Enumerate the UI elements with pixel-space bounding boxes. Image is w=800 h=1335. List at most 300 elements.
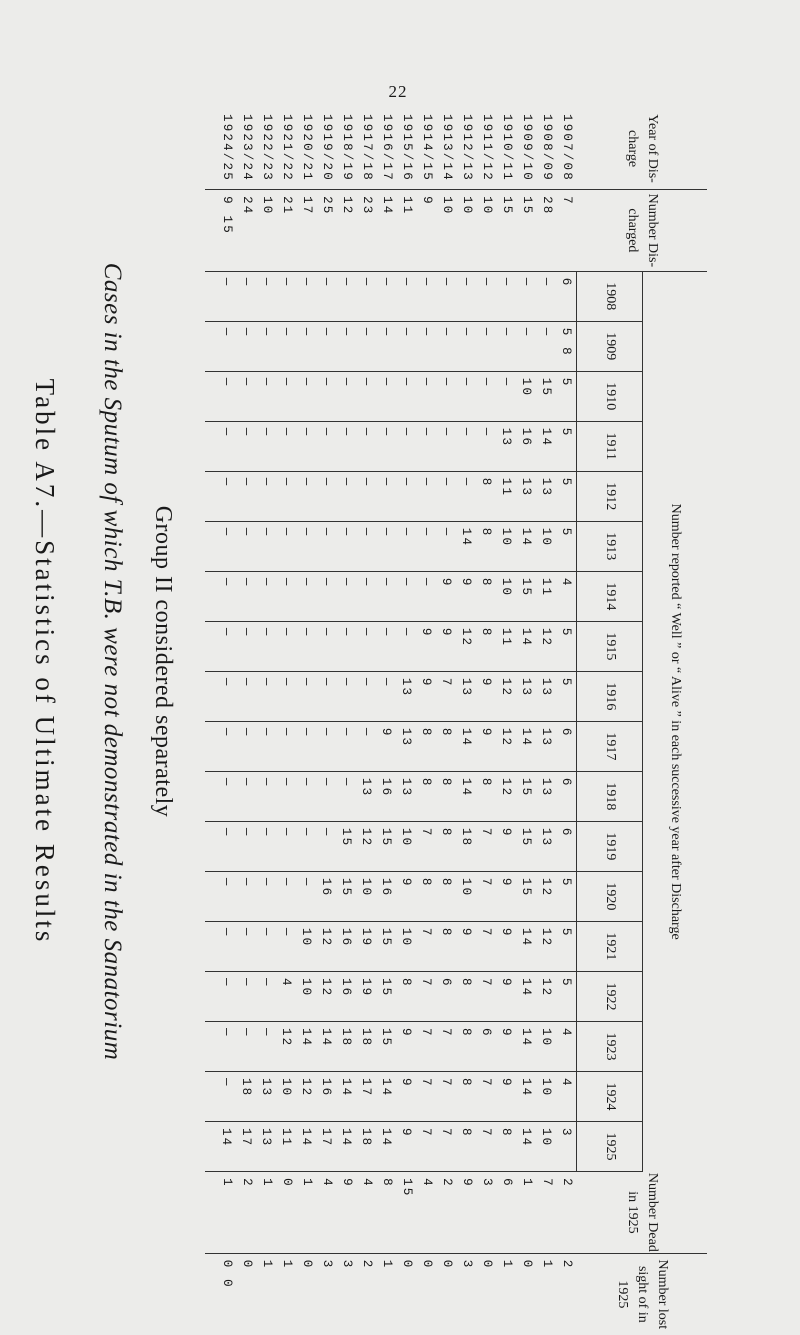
header-discharged: Number Dis-charged [577, 190, 707, 272]
table-cell: 6 [479, 1027, 494, 1038]
table-cell: 8 [479, 627, 494, 638]
table-cell: — [299, 827, 314, 838]
table-cell: 7 [419, 1027, 434, 1038]
table-cell: 19 [359, 977, 374, 998]
table-cell: 16 [319, 1077, 334, 1098]
table-cell: 1924/25 [220, 114, 234, 182]
table-cell: — [399, 427, 414, 438]
table-cell: 8 [479, 577, 494, 588]
table-cell: — [319, 827, 334, 838]
table-cell: — [299, 627, 314, 638]
table-cell: — [419, 377, 434, 388]
table-cell: — [439, 377, 454, 388]
table-cell: 19 [359, 927, 374, 948]
table-cell: 8 [419, 877, 434, 888]
table-cell: 7 [479, 877, 494, 888]
table-cell: 2 [240, 1178, 254, 1188]
table-cell: 1 [540, 1259, 554, 1270]
table-cell: 13 [519, 477, 534, 498]
table-cell: 14 [380, 196, 394, 216]
year-header-1911: 1911 [577, 421, 643, 471]
table-cell: 0 [400, 1259, 414, 1270]
table-cell: — [239, 377, 254, 388]
table-cell: 1919/20 [320, 114, 334, 182]
table-cell: 12 [340, 196, 354, 216]
table-cell: — [279, 277, 294, 288]
table-cell: 0 [280, 1178, 294, 1188]
table-cell: — [239, 1027, 254, 1038]
column-year-1919 [205, 821, 577, 871]
table-cell: — [459, 327, 474, 338]
table-cell: 7 [419, 977, 434, 988]
table-cell: 14 [519, 1127, 534, 1148]
table-cell: 12 [459, 627, 474, 648]
table-cell: 18 [239, 1077, 254, 1098]
table-cell: 7 [439, 1127, 454, 1138]
table-cell: 7 [479, 977, 494, 988]
table-cell: — [219, 677, 234, 688]
table-cell: — [239, 627, 254, 638]
table-cell: 2 [360, 1259, 374, 1270]
table-cell: 13 [539, 477, 554, 498]
table-cell: 15 [500, 196, 514, 216]
table-cell: — [219, 877, 234, 888]
header-lost: Number lost sight of in 1925 [615, 1259, 670, 1330]
table-cell: — [219, 327, 234, 338]
table-cell: 15 [339, 877, 354, 898]
table-cell: 8 [439, 727, 454, 738]
table-cell: — [279, 527, 294, 538]
year-header-1912: 1912 [577, 471, 643, 521]
header-span: Number reported “ Well ” or “ Alive ” in each successive year after Discharge [643, 271, 707, 1171]
table-cell: — [239, 577, 254, 588]
column-year-1924 [205, 1071, 577, 1121]
year-header-1925: 1925 [577, 1121, 643, 1171]
table-cell: 13 [539, 777, 554, 798]
table-cell: 12 [299, 1077, 314, 1098]
table-cell: 15 [539, 377, 554, 398]
table-cell: 14 [459, 777, 474, 798]
table-cell: 5 [559, 477, 574, 488]
table-cell: 8 [479, 777, 494, 788]
year-header-1910: 1910 [577, 371, 643, 421]
table-cell: — [239, 277, 254, 288]
table-cell: 16 [379, 877, 394, 898]
table-cell: 14 [519, 977, 534, 998]
table-cell: 1922/23 [260, 114, 274, 182]
table-cell: 14 [339, 1127, 354, 1148]
table-cell: 13 [399, 727, 414, 748]
table-cell: 13 [459, 677, 474, 698]
table-cell: 8 [419, 777, 434, 788]
table-cell: — [379, 627, 394, 638]
table-cell: — [239, 427, 254, 438]
table-cell: — [239, 827, 254, 838]
table-cell: — [239, 677, 254, 688]
table-cell: — [219, 727, 234, 738]
table-cell: 11 [499, 627, 514, 648]
table-cell: — [219, 277, 234, 288]
table-cell: 1915/16 [400, 114, 414, 182]
table-cell: 13 [259, 1127, 274, 1148]
table-cell: 1 [500, 1259, 514, 1270]
table-cell: 4 [279, 977, 294, 988]
table-body [205, 108, 577, 1335]
table-cell: 13 [499, 427, 514, 448]
table-cell: — [239, 777, 254, 788]
table-cell: 13 [399, 777, 414, 798]
table-cell: — [219, 977, 234, 988]
table-cell: — [299, 777, 314, 788]
table-cell: — [239, 527, 254, 538]
table-cell: 15 [519, 827, 534, 848]
table-title: Table A7.—Statistics of Ultimate Results [30, 378, 60, 945]
table-cell: 1911/12 [480, 114, 494, 182]
table-cell: — [239, 927, 254, 938]
table-cell: 8 [439, 827, 454, 838]
table-cell: 12 [499, 677, 514, 698]
table-cell: 9 [399, 1027, 414, 1038]
table-cell: 7 [479, 1077, 494, 1088]
table-cell: 5 [559, 427, 574, 438]
table-cell: 7 [479, 1127, 494, 1138]
table-cell: — [239, 977, 254, 988]
table-cell: — [379, 377, 394, 388]
table-cell: 5 [559, 677, 574, 688]
table-cell: 8 [479, 527, 494, 538]
table-cell: 14 [519, 1077, 534, 1098]
table-cell: — [259, 1027, 274, 1038]
table-cell: — [219, 427, 234, 438]
table-cell: 8 [439, 877, 454, 888]
table-cell: 5 8 [559, 327, 574, 357]
column-year-1908 [205, 271, 577, 321]
table-cell: 4 [320, 1178, 334, 1188]
table-cell: — [319, 677, 334, 688]
table-cell: — [479, 327, 494, 338]
column-year-1916 [205, 671, 577, 721]
table-cell: 1921/22 [280, 114, 294, 182]
table-cell: — [219, 377, 234, 388]
year-header-1921: 1921 [577, 921, 643, 971]
column-dead [205, 1172, 577, 1254]
table-cell: 4 [559, 1077, 574, 1088]
table-cell: 0 0 [220, 1259, 234, 1289]
table-cell: — [259, 577, 274, 588]
table-cell: 15 [519, 777, 534, 798]
table-cell: 9 [340, 1178, 354, 1188]
table-cell: 14 [319, 1027, 334, 1048]
table-cell: 14 [519, 927, 534, 948]
table-cell: — [379, 677, 394, 688]
table-cell: 6 [500, 1178, 514, 1188]
table-cell: — [379, 477, 394, 488]
table-cell: 8 [439, 777, 454, 788]
table-cell: 8 [439, 927, 454, 938]
table-cell: 14 [299, 1027, 314, 1048]
table-cell: 12 [359, 827, 374, 848]
table-cell: 3 [320, 1259, 334, 1270]
table-cell: — [299, 727, 314, 738]
table-cell: 10 [460, 196, 474, 216]
table-cell: — [339, 427, 354, 438]
results-table [205, 108, 707, 1335]
table-cell: — [219, 1077, 234, 1088]
table-cell: — [319, 477, 334, 488]
table-cell: 6 [559, 827, 574, 838]
year-header-1914: 1914 [577, 571, 643, 621]
table-cell: — [219, 927, 234, 938]
table-cell: — [359, 727, 374, 738]
table-cell: — [239, 477, 254, 488]
table-cell: — [359, 677, 374, 688]
table-cell: 9 [419, 677, 434, 688]
table-cell: — [479, 277, 494, 288]
column-year-1910 [205, 371, 577, 421]
table-cell: 23 [360, 196, 374, 216]
table-cell: — [259, 377, 274, 388]
table-cell: 9 [499, 827, 514, 838]
table-cell: 8 [479, 477, 494, 488]
table-cell: 10 [459, 877, 474, 898]
table-cell: 21 [280, 196, 294, 216]
table-cell: — [259, 477, 274, 488]
table-cell: — [459, 427, 474, 438]
table-cell: 15 [519, 877, 534, 898]
column-year-1915 [205, 621, 577, 671]
table-cell: — [419, 277, 434, 288]
table-cell: 15 [339, 827, 354, 848]
table-cell: 7 [439, 677, 454, 688]
table-cell: 3 [559, 1127, 574, 1138]
table-cell: 14 [519, 1027, 534, 1048]
column-year-1918 [205, 771, 577, 821]
table-cell: 9 [399, 1127, 414, 1138]
table-cell: 14 [219, 1127, 234, 1148]
table-cell: 13 [259, 1077, 274, 1098]
table-cell: 7 [439, 1027, 454, 1038]
table-cell: 1918/19 [340, 114, 354, 182]
table-cell: — [279, 577, 294, 588]
table-cell: — [479, 427, 494, 438]
column-year-1912 [205, 471, 577, 521]
table-cell: — [359, 277, 374, 288]
table-cell: 7 [419, 1077, 434, 1088]
table-cell: 0 [440, 1259, 454, 1270]
table-cell: — [279, 727, 294, 738]
table-cell: 9 [499, 877, 514, 888]
table-cell: 9 15 [220, 196, 234, 235]
table-cell: 7 [419, 827, 434, 838]
table-cell: — [279, 827, 294, 838]
table-cell: 1909/10 [520, 114, 534, 182]
table-cell: 15 [379, 1027, 394, 1048]
table-cell: — [419, 327, 434, 338]
table-cell: — [419, 477, 434, 488]
table-cell: — [239, 727, 254, 738]
table-cell: — [259, 327, 274, 338]
table-cell: — [279, 777, 294, 788]
table-cell: 6 [559, 777, 574, 788]
table-cell: 14 [379, 1077, 394, 1098]
table-cell: — [399, 377, 414, 388]
table-cell: — [259, 277, 274, 288]
table-cell: — [539, 327, 554, 338]
table-cell: 12 [539, 877, 554, 898]
table-cell: — [279, 427, 294, 438]
year-header-1909: 1909 [577, 321, 643, 371]
table-cell: 9 [379, 727, 394, 738]
table-cell: 0 [480, 1259, 494, 1270]
table-cell: — [219, 1027, 234, 1038]
table-cell: 17 [319, 1127, 334, 1148]
table-cell: 7 [560, 196, 574, 206]
year-header-1919: 1919 [577, 821, 643, 871]
table-cell: — [319, 727, 334, 738]
table-cell: — [299, 427, 314, 438]
table-cell: 1914/15 [420, 114, 434, 182]
table-group-note: Group II considered separately [150, 505, 176, 818]
year-header-1913: 1913 [577, 521, 643, 571]
table-cell: 5 [559, 877, 574, 888]
table-cell: — [259, 927, 274, 938]
table-cell: 1907/08 [560, 114, 574, 182]
table-cell: 1 [380, 1259, 394, 1270]
table-cell: — [419, 577, 434, 588]
table-cell: 9 [459, 577, 474, 588]
table-cell: — [359, 627, 374, 638]
table-subtitle: Cases in the Sputum of which T.B. were not demonstrated in the Sanatorium [99, 262, 126, 1061]
table-cell: 0 [420, 1259, 434, 1270]
table-cell: — [279, 677, 294, 688]
table-cell: 10 [499, 577, 514, 598]
table-cell: 9 [439, 577, 454, 588]
table-cell: 10 [539, 1077, 554, 1098]
table-cell: — [339, 627, 354, 638]
table-cell: 1 [260, 1178, 274, 1188]
table-cell: — [279, 927, 294, 938]
header-year: Year of Dis-charge [577, 108, 707, 190]
table-cell: — [339, 277, 354, 288]
table-cell: — [319, 627, 334, 638]
table-cell: 5 [559, 977, 574, 988]
table-cell: 10 [299, 927, 314, 948]
table-cell: 16 [339, 977, 354, 998]
table-cell: — [279, 377, 294, 388]
table-cell: 12 [319, 927, 334, 948]
table-cell: 14 [519, 727, 534, 748]
table-cell: 8 [459, 977, 474, 988]
table-cell: 12 [279, 1027, 294, 1048]
table-cell: — [459, 277, 474, 288]
table-cell: 1 [220, 1178, 234, 1188]
table-cell: 1 [300, 1178, 314, 1188]
table-cell: 12 [499, 777, 514, 798]
table-cell: 17 [239, 1127, 254, 1148]
table-cell: 14 [339, 1077, 354, 1098]
table-cell: — [239, 327, 254, 338]
table-cell: — [479, 377, 494, 388]
table-cell: 7 [419, 1127, 434, 1138]
table-cell: 1 [260, 1259, 274, 1270]
table-cell: — [499, 277, 514, 288]
table-cell: 11 [279, 1127, 294, 1148]
table-cell: 13 [539, 727, 554, 748]
table-cell: 28 [540, 196, 554, 216]
table-cell: 9 [499, 977, 514, 988]
table-cell: 7 [439, 1077, 454, 1088]
table-cell: — [279, 477, 294, 488]
table-cell: — [419, 527, 434, 538]
table-cell: — [439, 477, 454, 488]
table-cell: 6 [559, 277, 574, 288]
column-year-1921 [205, 921, 577, 971]
table-cell: 4 [360, 1178, 374, 1188]
table-cell: 10 [279, 1077, 294, 1098]
header-dead: Number Dead in 1925 [577, 1172, 707, 1254]
table-cell: — [439, 427, 454, 438]
year-header-1924: 1924 [577, 1071, 643, 1121]
table-cell: 9 [459, 927, 474, 938]
table-cell: 7 [540, 1178, 554, 1188]
table-cell: 1917/18 [360, 114, 374, 182]
table-cell: 18 [339, 1027, 354, 1048]
table-cell: — [259, 727, 274, 738]
table-cell: 11 [400, 196, 414, 216]
table-cell: 8 [459, 1027, 474, 1038]
column-year-of-discharge [205, 108, 577, 190]
table-cell: 4 [420, 1178, 434, 1188]
table-cell: 9 [439, 627, 454, 638]
table-cell: — [279, 877, 294, 888]
table-cell: 2 [560, 1178, 574, 1188]
table-cell: — [319, 527, 334, 538]
column-year-1917 [205, 721, 577, 771]
column-year-1923 [205, 1021, 577, 1071]
table-cell: 5 [559, 527, 574, 538]
table-cell: 4 [559, 577, 574, 588]
table-cell: 14 [299, 1127, 314, 1148]
year-header-1908: 1908 [577, 271, 643, 321]
table-cell: 9 [479, 727, 494, 738]
table-cell: 1908/09 [540, 114, 554, 182]
table-cell: 2 [560, 1259, 574, 1270]
table-cell: 1920/21 [300, 114, 314, 182]
table-cell: — [499, 377, 514, 388]
table-cell: 1 [280, 1259, 294, 1270]
table-cell: 10 [499, 527, 514, 548]
table-cell: 24 [240, 196, 254, 216]
table-cell: — [299, 277, 314, 288]
table-cell: — [359, 377, 374, 388]
table-cell: 8 [419, 727, 434, 738]
table-cell: 10 [299, 977, 314, 998]
table-cell: 9 [479, 677, 494, 688]
table-cell: 12 [499, 727, 514, 748]
table-cell: 12 [539, 927, 554, 948]
table-cell: 0 [300, 1259, 314, 1270]
table-cell: 12 [539, 977, 554, 998]
table-cell: 7 [479, 927, 494, 938]
table-cell: — [339, 527, 354, 538]
table-cell: 1923/24 [240, 114, 254, 182]
table-cell: 5 [559, 627, 574, 638]
table-cell: — [219, 527, 234, 538]
table-cell: — [259, 527, 274, 538]
table-cell: — [259, 827, 274, 838]
table-cell: 5 [559, 927, 574, 938]
table-cell: — [319, 427, 334, 438]
